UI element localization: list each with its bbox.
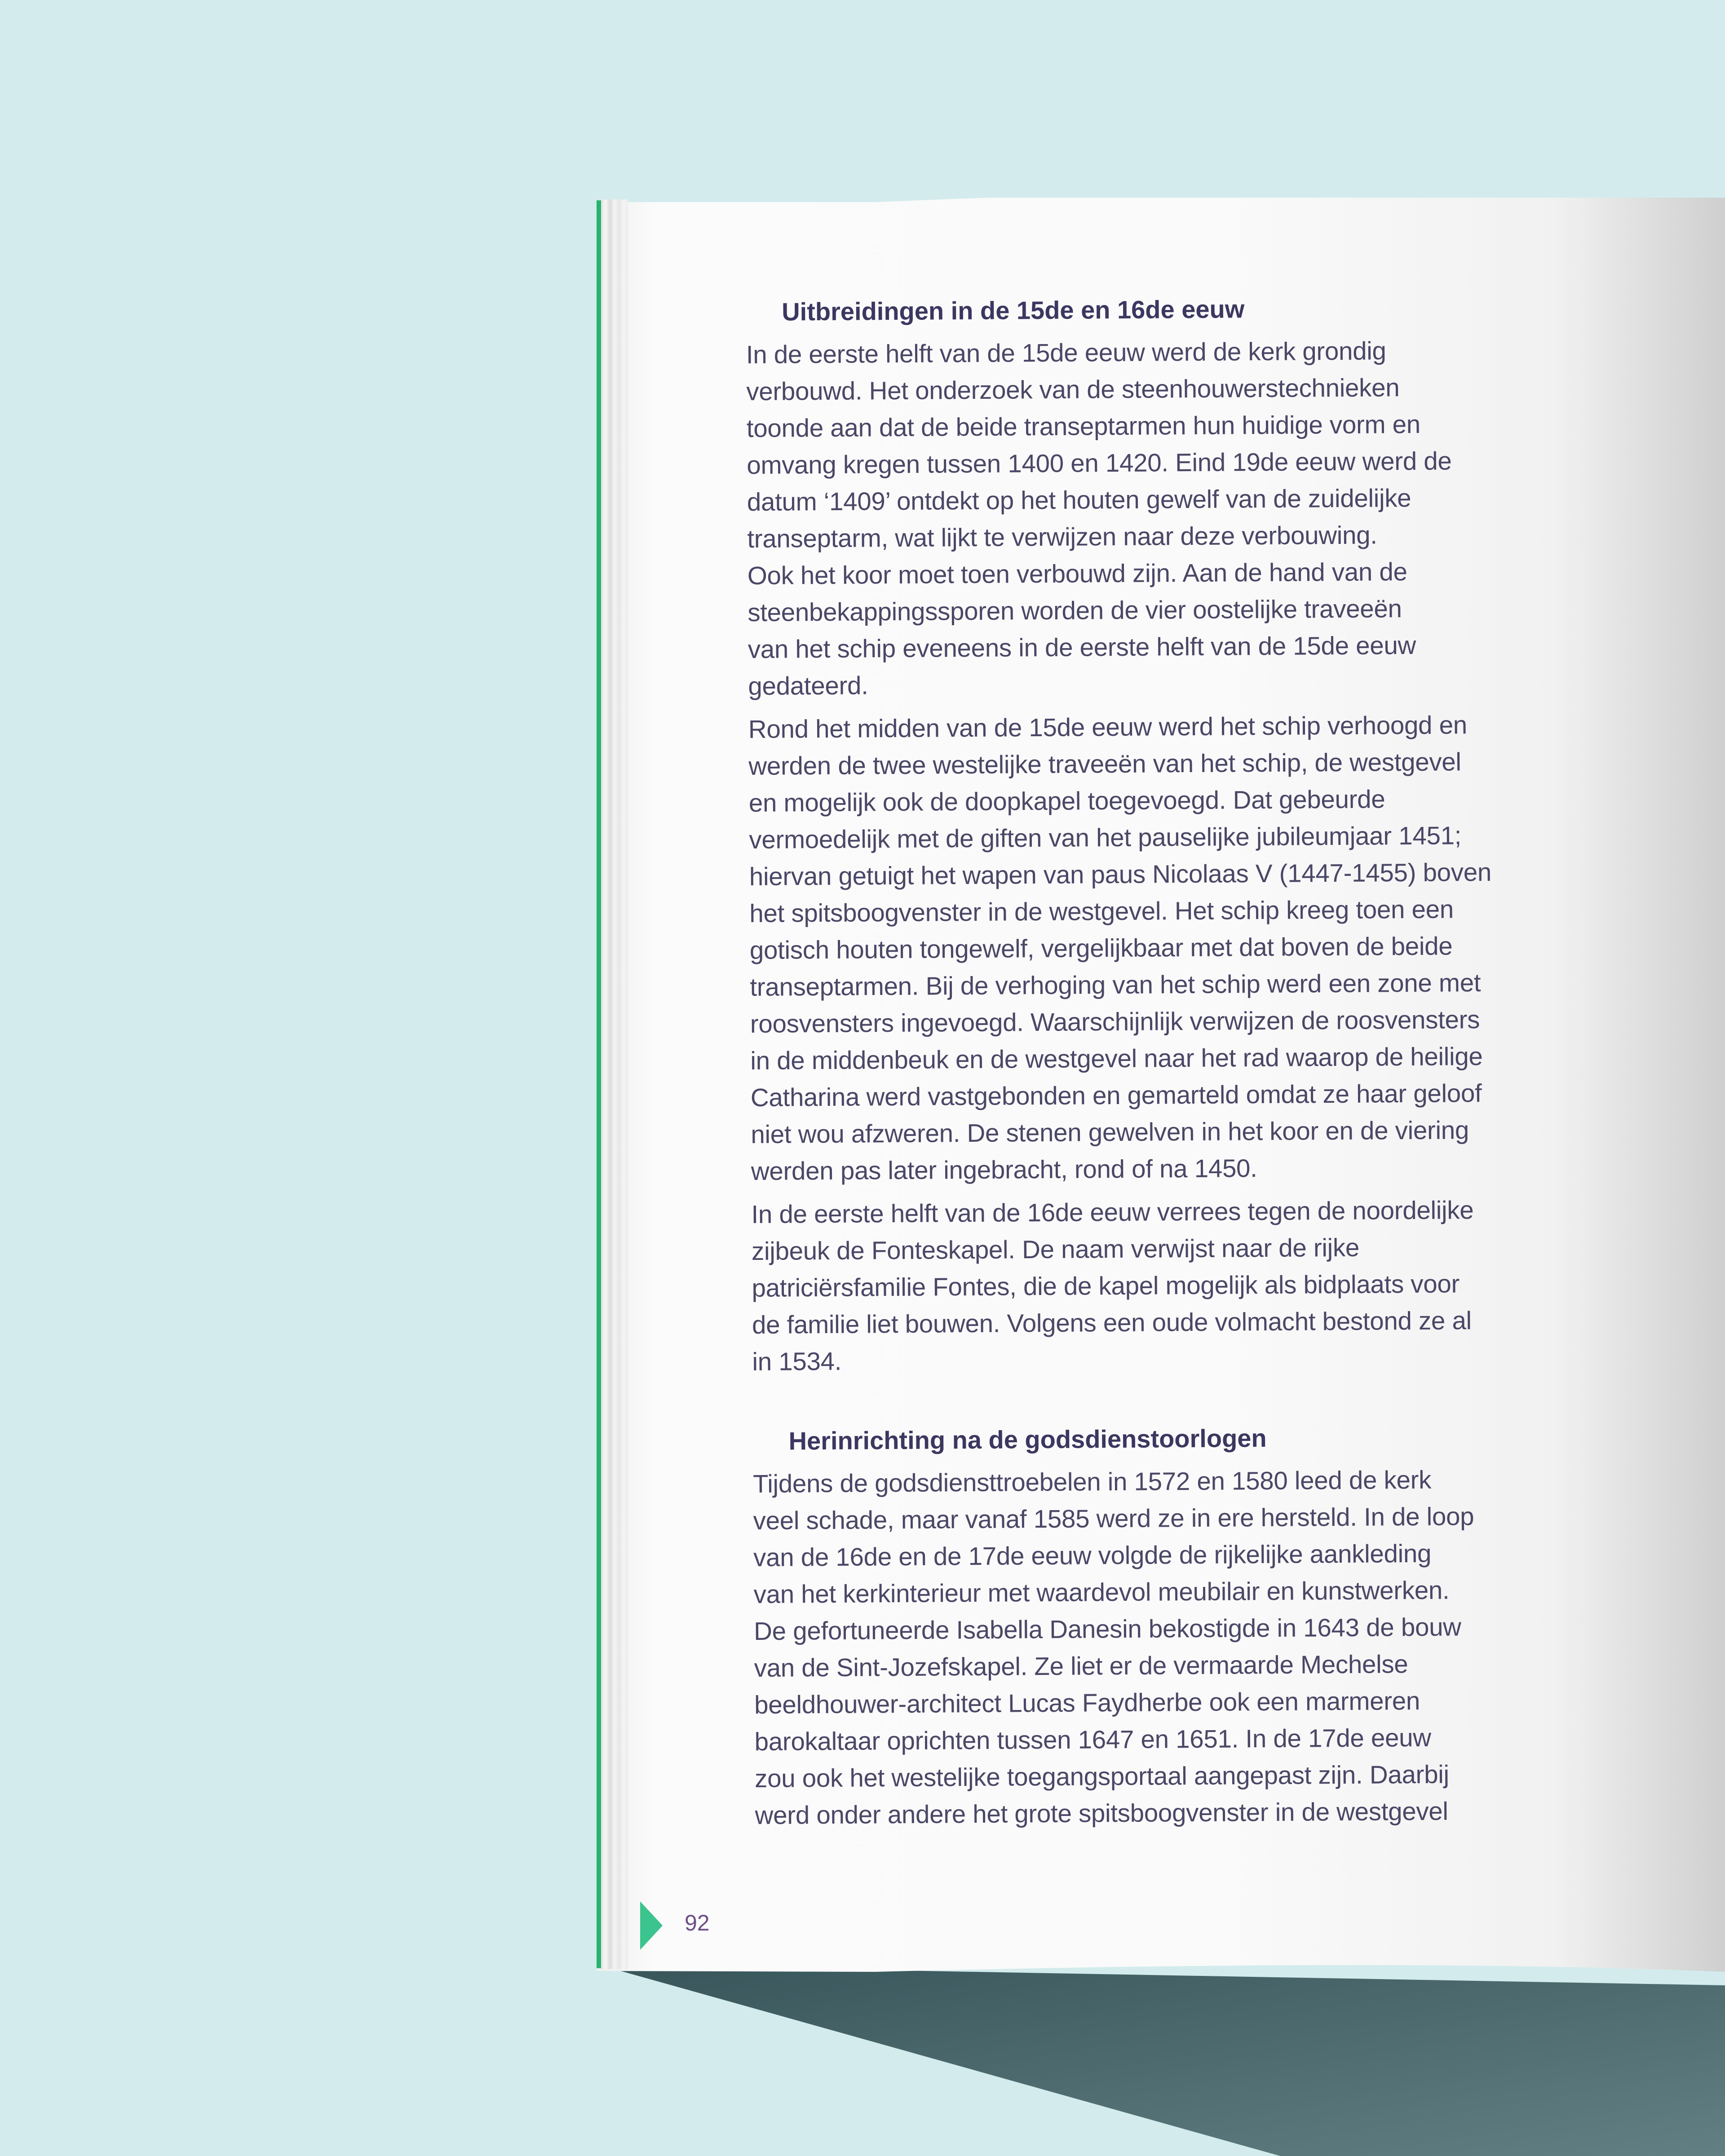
paragraph: In de eerste helft van de 16de eeuw verrees tegen de noordelijke zijbeuk de Fonteskapel. De naam verwijst naar de rijke patriciërsfamilie Fontes, die de kapel mogelijk als bidplaats voor de familie liet bouwen. Volgens een oude volmacht bestond ze al in 1534. xyxy=(751,1196,1474,1376)
paragraph: Tijdens de godsdiensttroebelen in 1572 en 1580 leed de kerk veel schade, maar vanaf 1585 werd ze in ere hersteld. In de loop van de 16de en de 17de eeuw volgde de rijkelijke aankleding van het kerkinterieur met waardevol meubilair en kunstwerken. De gefortuneerde Isabella Danesin bekostigde in 1643 de bouw van de Sint-Jozefskapel. Ze liet er de vermaarde Mechelse beeldhouwer-architect Lucas Faydherbe ook een marmeren barokaltaar oprichten tussen 1647 en 1651. In de 17de eeuw zou ook het westelijke toegangsportaal aangepast zijn. Daarbij werd onder andere het grote spitsboogvenster in de westgevel xyxy=(752,1465,1474,1829)
triangle-right-icon xyxy=(640,1901,663,1950)
page-number: 92 xyxy=(685,1910,710,1935)
page-content xyxy=(746,289,1528,1840)
green-edge xyxy=(597,200,601,1968)
section-heading: Uitbreidingen in de 15de en 16de eeuw xyxy=(782,295,1245,326)
open-book xyxy=(597,198,1725,1972)
page-stack-edges xyxy=(601,199,628,1969)
paragraph: In de eerste helft van de 15de eeuw werd de kerk grondig verbouwd. Het onderzoek van de steenhouwerstechnieken toonde aan dat de beide transeptarmen hun huidige vorm en omvang kregen tussen 1400 en 1420. Eind 19de eeuw werd de datum ‘1409’ ontdekt op het houten gewelf van de zuidelijke transeptarm, wat lijkt te verwijzen naar deze verbouwing. Ook het koor moet toen verbouwd zijn. Aan de hand van de steenbekappingssporen worden de vier oostelijke traveeën van het schip eveneens in de eerste helft van de 15de eeuw gedateerd. xyxy=(746,336,1452,700)
paragraph: Rond het midden van de 15de eeuw werd het schip verhoogd en werden de twee westelijke traveeën van het schip, de westgevel en mogelijk ook de doopkapel toegevoegd. Dat gebeurde vermoedelijk met de giften van het pauselijke jubileumjaar 1451; hiervan getuigt het wapen van paus Nicolaas V (1447-1455) boven het spitsboogvenster in de westgevel. Het schip kreeg toen een gotisch houten tongewelf, vergelijkbaar met dat boven de beide transeptarmen. Bij de verhoging van het schip werd een zone met roosvensters ingevoegd. Waarschijnlijk verwijzen de roosvensters in de middenbeuk en de westgevel naar het rad waarop de heilige Catharina werd vastgebonden en gemarteld omdat ze haar geloof niet wou afzweren. De stenen gewelven in het koor en de viering werden pas later ingebracht, rond of na 1450. xyxy=(748,711,1492,1185)
section-heading: Herinrichting na de godsdienstoorlogen xyxy=(788,1423,1267,1455)
